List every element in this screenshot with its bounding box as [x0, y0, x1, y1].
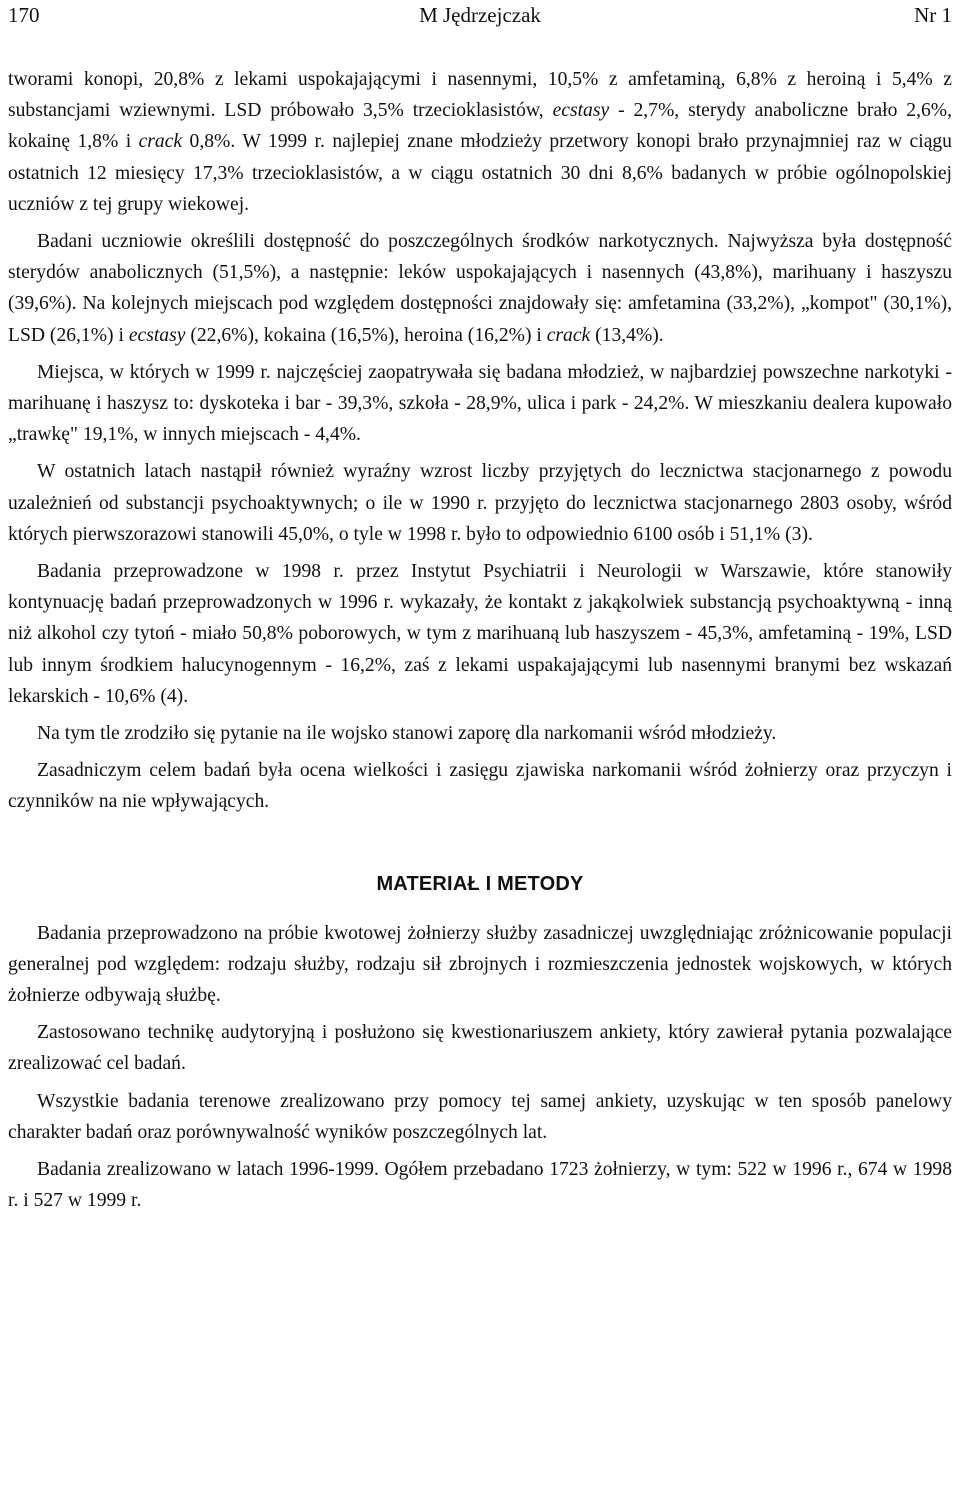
running-title: M Jędrzejczak: [419, 3, 541, 27]
paragraph: [8, 1086, 952, 1148]
text-segment: Zastosowano technikę audytoryjną i posłużono się kwestionariuszem ankiety, który zawierał pytania pozwalające zrealizować cel badań.: [8, 1022, 952, 1075]
paragraph: [8, 755, 952, 817]
text-segment: Zasadniczym celem badań była ocena wielkości i zasięgu zjawiska narkomanii wśród żołnierzy oraz przyczyn i czynników na nie wpływających.: [8, 760, 952, 813]
section-heading: MATERIAŁ I METODY: [376, 872, 584, 895]
paragraph: [8, 1154, 952, 1216]
text-segment: Badania przeprowadzono na próbie kwotowej żołnierzy służby zasadniczej uwzględniając zróżnicowanie populacji generalnej pod względem: rodzaju służby, rodzaju sił zbrojnych i rozmieszczenia jednostek wojskowych, w których żołnierze odbywają służbę.: [8, 922, 952, 1007]
italic-term: ecstasy: [128, 324, 186, 346]
text-segment: Badania przeprowadzone w 1998 r. przez Instytut Psychiatrii i Neurologii w Warszawie, które stanowiły kontynuację badań przeprowadzonych w 1996 r. wykazały, że kontakt z jakąkolwiek substancją psychoaktywną - inną niż alkohol czy tytoń - miało 50,8% poborowych, w tym z marihuaną lub haszyszem - 45,3%, amfetaminą - 19%, LSD lub innym środkiem halucynogennym - 16,2%, zaś z lekami uspakajającymi lub nasennymi branymi bez wskazań lekarskich - 10,6% (4).: [8, 561, 952, 707]
text-segment: Badania zrealizowano w latach 1996-1999. Ogółem przebadano 1723 żołnierzy, w tym: 522 w 1996 r., 674 w 1998 r. i 527 w 1999 r.: [8, 1159, 952, 1212]
text-segment: - 2,7%, sterydy anaboliczne brało 2,6%, kokainę 1,8% i: [8, 100, 952, 153]
text-segment: Miejsca, w których w 1999 r. najczęściej zaopatrywała się badana młodzież, w najbardziej powszechne narkotyki - marihuanę i haszysz to: dyskoteka i bar - 39,3%, szkoła - 28,9%, ulica i park - 24,2%. W mieszkaniu dealera kupowało „trawkę" 19,1%, w innych miejscach - 4,4%.: [8, 361, 952, 446]
text-segment: Na tym tle zrodziło się pytanie na ile wojsko stanowi zaporę dla narkomanii wśród młodzieży.: [37, 723, 777, 745]
italic-term: crack: [546, 324, 591, 346]
text-segment: W ostatnich latach nastąpił również wyraźny wzrost liczby przyjętych do lecznictwa stacjonarnego z powodu uzależnień od substancji psychoaktywnych; o ile w 1990 r. przyjęto do lecznictwa stacjonarnego 2803 osoby, wśród których pierwszorazowi stanowili 45,0%, o tyle w 1998 r. było to odpowiednio 6100 osób i 51,1% (3).: [8, 461, 952, 545]
page-number: 170: [8, 3, 40, 27]
running-header: [8, 2, 952, 28]
text-segment: 0,8%. W 1999 r. najlepiej znane młodzieży przetwory konopi brało przynajmniej raz w ciągu ostatnich 12 miesięcy 17,3% trzecioklasistów, a w ciągu ostatnich 30 dni 8,6% badanych w próbie ogólnopolskiej uczniów z tej grupy wiekowej.: [8, 131, 952, 215]
article-body: [8, 64, 952, 1217]
text-segment: Wszystkie badania terenowe zrealizowano przy pomocy tej samej ankiety, uzyskując w ten sposób panelowy charakter badań oraz porównywalność wyników poszczególnych lat.: [8, 1090, 952, 1143]
paragraph: [8, 918, 952, 1012]
paragraph: [8, 1017, 952, 1079]
issue-number: Nr 1: [914, 3, 952, 27]
paragraph: [8, 456, 952, 550]
paragraph: [8, 357, 952, 451]
text-segment: tworami konopi, 20,8% z lekami uspokajającymi i nasennymi, 10,5% z amfetaminą, 6,8% z heroiną i 5,4% z substancjami wziewnymi. LSD próbowało 3,5% trzecioklasistów,: [8, 69, 952, 122]
paragraph: [8, 556, 952, 712]
italic-term: ecstasy: [552, 100, 610, 122]
text-segment: (13,4%).: [590, 324, 664, 346]
italic-term: crack: [138, 131, 183, 153]
paragraph: [8, 226, 952, 351]
paragraph: [8, 64, 952, 220]
paragraph: [8, 718, 952, 749]
text-segment: (22,6%), kokaina (16,5%), heroina (16,2%) i: [185, 324, 547, 346]
text-segment: Badani uczniowie określili dostępność do poszczególnych środków narkotycznych. Najwyższa była dostępność sterydów anabolicznych (51,5%), a następnie: leków uspokajających i nasennych (43,8%), marihuany i haszyszu (39,6%). Na kolejnych miejscach pod względem dostępności znajdowały się: amfetamina (33,2%), „kompot" (30,1%), LSD (26,1%) i: [8, 231, 952, 346]
